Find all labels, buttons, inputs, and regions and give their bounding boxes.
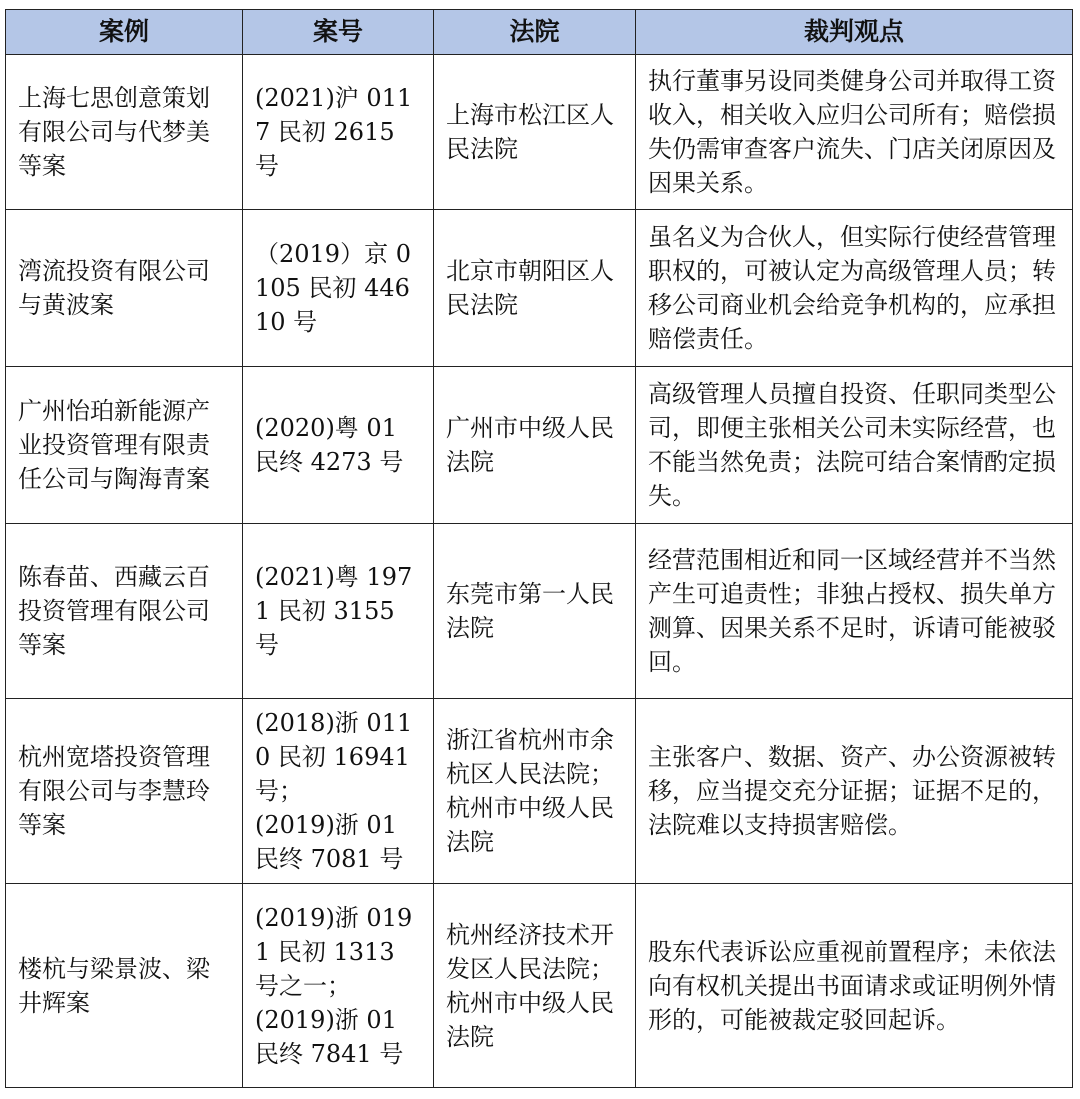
case-table — [5, 9, 1073, 1088]
case-number-line: (2018)浙 0110 民初 16941 号； — [255, 709, 413, 805]
case-number-cell: (2021)沪 0117 民初 2615 号 — [243, 55, 434, 210]
header-row — [6, 10, 1073, 55]
case-name-cell: 广州怡珀新能源产业投资管理有限责任公司与陶海青案 — [6, 367, 243, 524]
case-name-cell: 陈春苗、西藏云百投资管理有限公司等案 — [6, 524, 243, 699]
ruling-view-cell: 股东代表诉讼应重视前置程序；未依法向有权机关提出书面请求或证明例外情形的，可能被裁定驳回起诉。 — [636, 884, 1073, 1088]
case-number-line: (2019)浙 0191 民初 1313 号之一； — [255, 903, 413, 1000]
court-line: 浙江省杭州市余杭区人民法院； — [446, 726, 614, 788]
court-line: 杭州经济技术开发区人民法院； — [446, 920, 614, 983]
case-name-cell: 湾流投资有限公司与黄波案 — [6, 210, 243, 367]
case-name-cell: 楼杭与梁景波、梁井辉案 — [6, 884, 243, 1088]
case-number-cell: （2019）京 0105 民初 44610 号 — [243, 210, 434, 367]
table-row — [6, 55, 1073, 210]
court-cell — [434, 699, 636, 884]
court-cell: 北京市朝阳区人民法院 — [434, 210, 636, 367]
case-number-cell: (2021)粤 1971 民初 3155 号 — [243, 524, 434, 699]
case-number-line: (2019)浙 01 民终 7841 号 — [255, 1005, 404, 1068]
header-court: 法院 — [434, 10, 636, 55]
case-number-cell — [243, 884, 434, 1088]
case-number-cell: (2020)粤 01 民终 4273 号 — [243, 367, 434, 524]
case-number-cell — [243, 699, 434, 884]
court-cell: 广州市中级人民法院 — [434, 367, 636, 524]
ruling-view-cell: 高级管理人员擅自投资、任职同类型公司，即便主张相关公司未实际经营，也不能当然免责；法院可结合案情酌定损失。 — [636, 367, 1073, 524]
court-cell — [434, 884, 636, 1088]
table-row — [6, 367, 1073, 524]
table-row — [6, 884, 1073, 1088]
table-body — [6, 55, 1073, 1088]
court-cell: 东莞市第一人民法院 — [434, 524, 636, 699]
court-cell: 上海市松江区人民法院 — [434, 55, 636, 210]
table-row — [6, 699, 1073, 884]
court-line: 杭州市中级人民法院 — [446, 794, 614, 856]
header-case-number: 案号 — [243, 10, 434, 55]
case-name-cell: 杭州宽塔投资管理有限公司与李慧玲等案 — [6, 699, 243, 884]
case-name-cell: 上海七思创意策划有限公司与代梦美等案 — [6, 55, 243, 210]
table-row — [6, 524, 1073, 699]
ruling-view-cell: 主张客户、数据、资产、办公资源被转移，应当提交充分证据；证据不足的，法院难以支持损害赔偿。 — [636, 699, 1073, 884]
ruling-view-cell: 经营范围相近和同一区域经营并不当然产生可追责性；非独占授权、损失单方测算、因果关系不足时，诉请可能被驳回。 — [636, 524, 1073, 699]
ruling-view-cell: 执行董事另设同类健身公司并取得工资收入，相关收入应归公司所有；赔偿损失仍需审查客户流失、门店关闭原因及因果关系。 — [636, 55, 1073, 210]
table-row — [6, 210, 1073, 367]
header-case: 案例 — [6, 10, 243, 55]
case-number-line: (2019)浙 01 民终 7081 号 — [255, 811, 404, 873]
ruling-view-cell: 虽名义为合伙人，但实际行使经营管理职权的，可被认定为高级管理人员；转移公司商业机会给竞争机构的，应承担赔偿责任。 — [636, 210, 1073, 367]
court-line: 杭州市中级人民法院 — [446, 988, 614, 1051]
header-ruling-view: 裁判观点 — [636, 10, 1073, 55]
table-header — [6, 10, 1073, 55]
